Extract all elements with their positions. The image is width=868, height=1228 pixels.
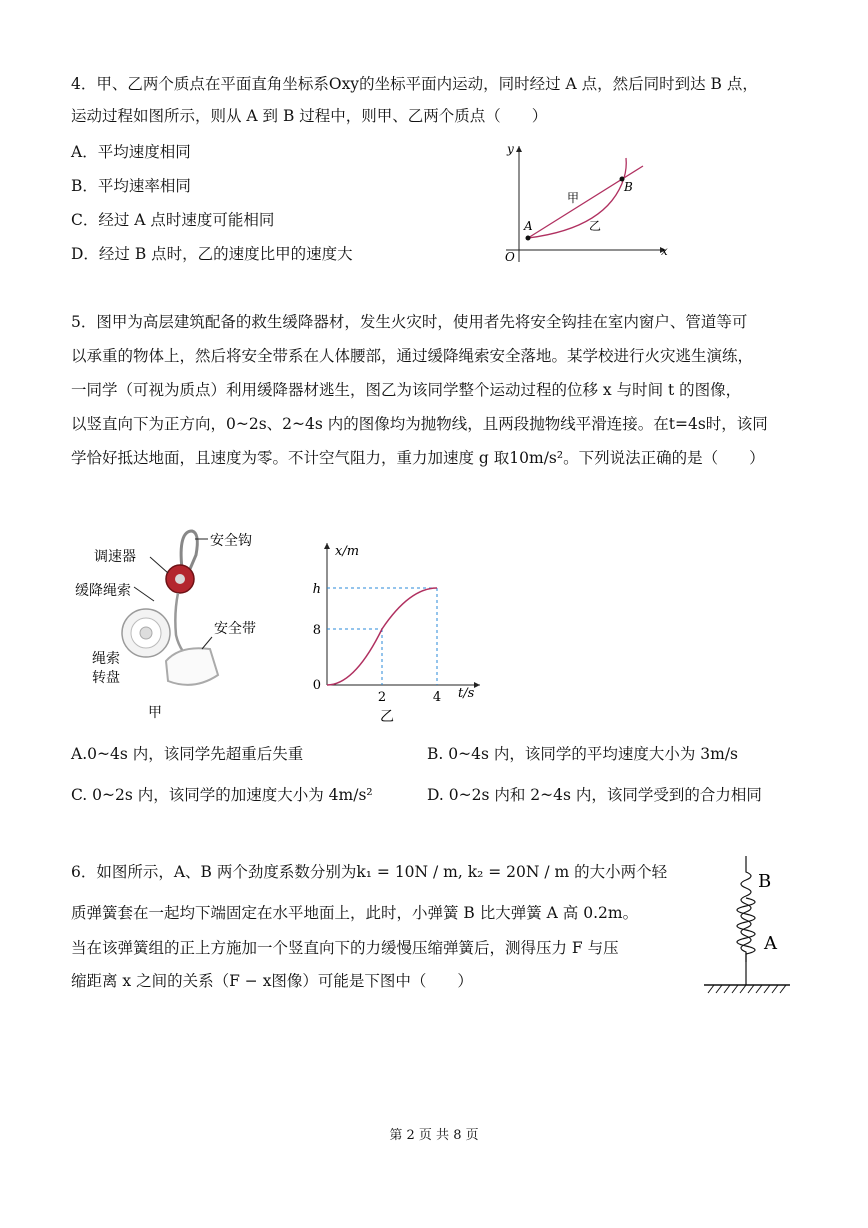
- label-regulator: 调速器: [94, 549, 136, 565]
- q4-x-label: x: [661, 244, 668, 258]
- regulator-leader-line: [150, 557, 168, 573]
- safety-belt-icon: [166, 648, 218, 685]
- q5-line-3: 一同学（可视为质点）利用缓降器材逃生，图乙为该同学整个运动过程的位移 x 与时间 t 的图像，: [71, 381, 742, 399]
- x-tick-label-4: 4: [432, 690, 442, 705]
- safety-hook-icon: [181, 531, 197, 569]
- q4-option-a: A．平均速度相同: [71, 143, 191, 161]
- q4-a-label: A: [524, 219, 533, 233]
- q5-line-4: 以竖直向下为正方向，0~2s、2~4s 内的图像均为抛物线，且两段抛物线平滑连接。在t=4s时，该同: [71, 415, 768, 433]
- label-safety-belt: 安全带: [214, 621, 256, 637]
- q5-option-b: B. 0~4s 内，该同学的平均速度大小为 3m/s: [427, 745, 738, 763]
- page-footer: 第 2 页 共 8 页: [389, 1128, 479, 1143]
- q5-line-5: 学恰好抵达地面，且速度为零。不计空气阻力，重力加速度 g 取10m/s²。下列说法正确的是（ ）: [71, 449, 765, 467]
- y-tick-label-8: 8: [312, 623, 321, 638]
- spring-b-label: B: [758, 871, 772, 892]
- label-reel-line-2: 转盘: [92, 670, 120, 686]
- label-reel-line-1: 绳索: [92, 651, 120, 667]
- caption-jia: 甲: [148, 705, 162, 721]
- q5-option-c: C. 0~2s 内，该同学的加速度大小为 4m/s²: [71, 786, 373, 804]
- rope-leader-line: [134, 587, 154, 601]
- ground-hatch: [708, 985, 786, 993]
- q5-device-figure: [70, 525, 290, 725]
- q4-yi-label: 乙: [589, 219, 602, 233]
- q6-line-1: 6．如图所示，A、B 两个劲度系数分别为k₁ = 10N / m, k₂ = 20N / m 的大小两个轻: [71, 863, 668, 881]
- q5-line-1: 5．图甲为高层建筑配备的救生缓降器材，发生火灾时，使用者先将安全钩挂在室内窗户、管道等可: [71, 313, 748, 331]
- label-safety-hook: 安全钩: [210, 533, 252, 549]
- q4-option-d: D．经过 B 点时，乙的速度比甲的速度大: [71, 245, 353, 263]
- q5-option-a: A.0~4s 内，该同学先超重后失重: [71, 745, 304, 763]
- q4-y-label: y: [507, 142, 514, 156]
- origin-tick-label: 0: [312, 678, 321, 693]
- rope-reel-hub-icon: [140, 627, 152, 639]
- q5-line-2: 以承重的物体上，然后将安全带系在人体腰部，通过缓降绳索安全落地。某学校进行火灾逃生演练，: [71, 347, 754, 365]
- spring-a-label: A: [764, 933, 777, 954]
- q4-origin-label: O: [505, 250, 515, 264]
- q4-b-label: B: [624, 180, 633, 194]
- q4-path-jia: [528, 166, 643, 238]
- q4-line-2: 运动过程如图所示，则从 A 到 B 过程中，则甲、乙两个质点（ ）: [71, 107, 548, 125]
- y-tick-label-h: h: [312, 582, 321, 597]
- q4-option-c: C．经过 A 点时速度可能相同: [71, 211, 275, 229]
- q5-option-d: D. 0~2s 内和 2~4s 内，该同学受到的合力相同: [427, 786, 762, 804]
- xt-ylabel: x/m: [335, 544, 360, 559]
- belt-leader-line: [202, 637, 212, 649]
- label-descent-rope: 缓降绳索: [75, 583, 131, 599]
- q6-line-3: 当在该弹簧组的正上方施加一个竖直向下的力缓慢压缩弹簧后，测得压力 F 与压: [71, 939, 619, 957]
- q6-line-2: 质弹簧套在一起均下端固定在水平地面上，此时，小弹簧 B 比大弹簧 A 高 0.2m。: [71, 904, 639, 922]
- q6-line-4: 缩距离 x 之间的关系（F − x图像）可能是下图中（ ）: [71, 972, 473, 990]
- q4-jia-label: 甲: [567, 191, 580, 205]
- q4-point-a: [526, 236, 531, 241]
- q5-xt-graph: [300, 535, 490, 725]
- regulator-hub-icon: [175, 574, 185, 584]
- q4-line-1: 4．甲、乙两个质点在平面直角坐标系Oxy的坐标平面内运动，同时经过 A 点，然后同时到达 B 点，: [71, 75, 758, 93]
- q4-trajectory-figure: [498, 138, 678, 270]
- caption-yi: 乙: [380, 709, 394, 725]
- xt-xlabel: t/s: [458, 686, 475, 701]
- q6-springs-figure: [700, 850, 800, 1000]
- q4-option-b: B．平均速率相同: [71, 177, 191, 195]
- x-tick-label-2: 2: [377, 690, 387, 705]
